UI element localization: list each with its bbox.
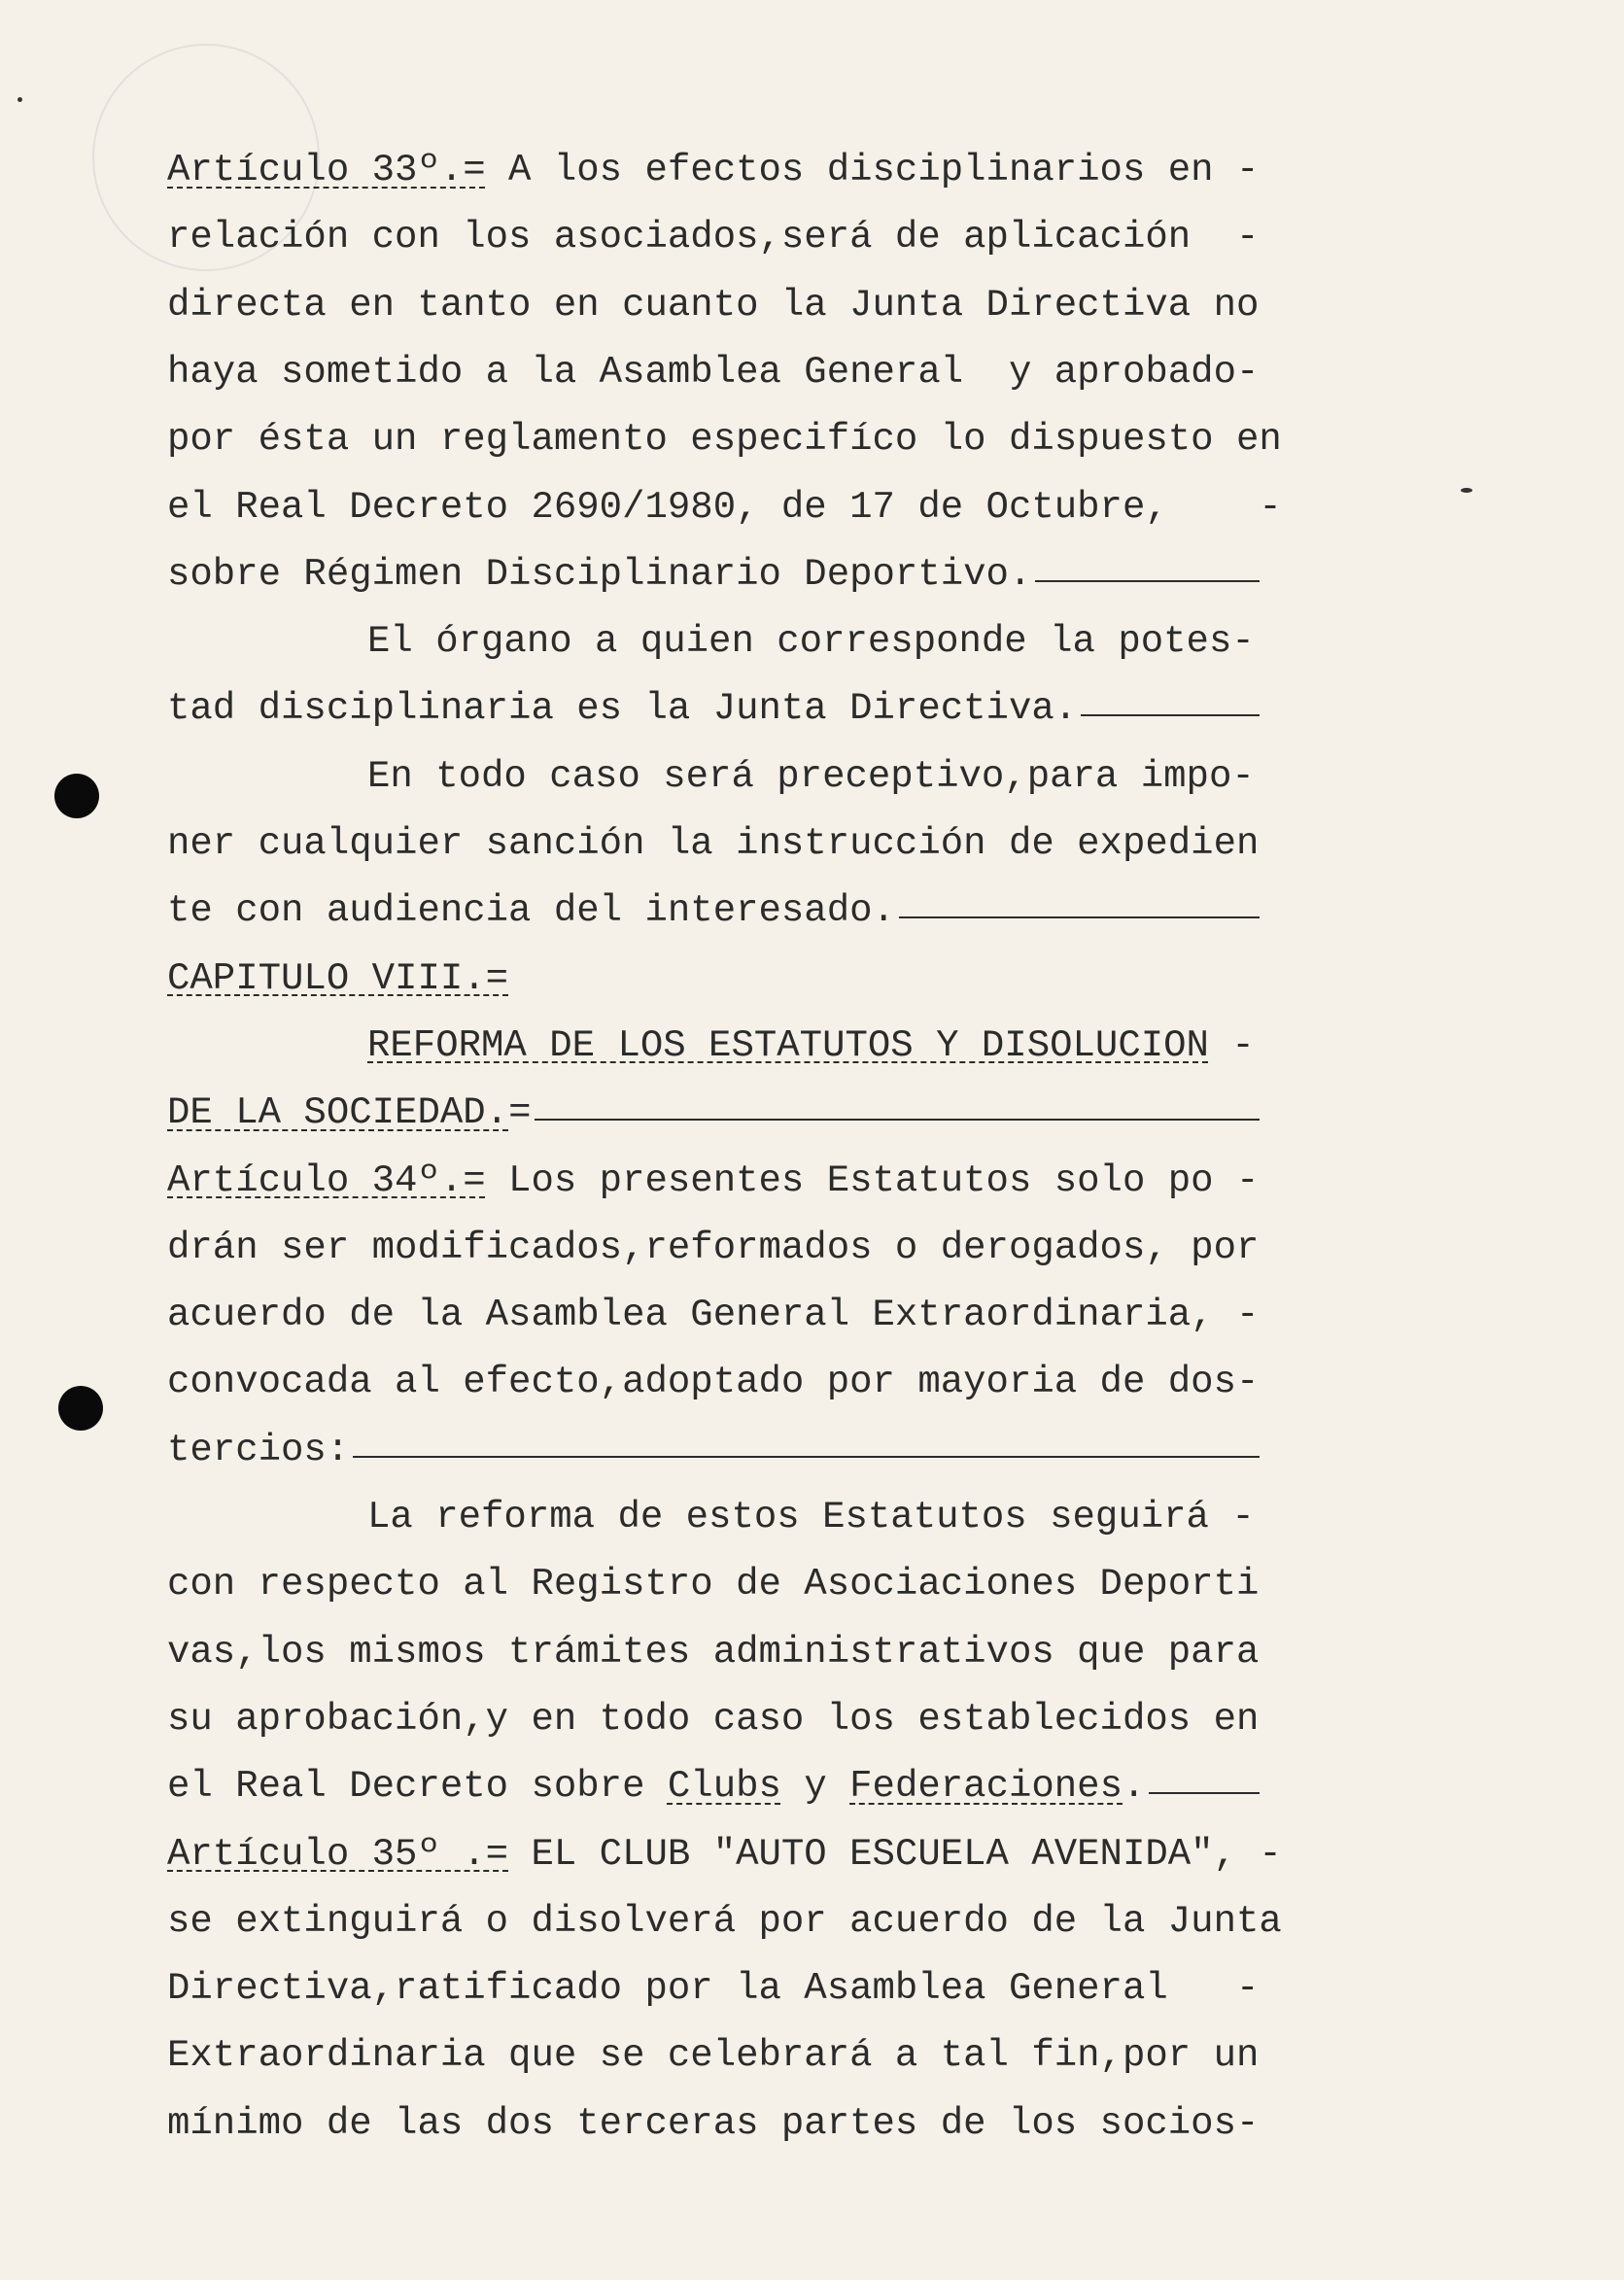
line-text: relación con los asociados,será de aplicación - <box>167 216 1260 259</box>
underlined-text: CAPITULO VIII.= <box>167 956 509 1000</box>
line-text: haya sometido a la Asamblea General y aprobado- <box>167 350 1260 394</box>
line-text: vas,los mismos trámites administrativos que para <box>167 1630 1260 1674</box>
line-text: convocada al efecto,adoptado por mayoria de dos- <box>167 1361 1260 1404</box>
line-text: tad disciplinaria es la Junta Directiva. <box>167 687 1078 731</box>
text-line <box>167 684 1260 733</box>
text-line <box>167 1224 1260 1272</box>
text-line <box>167 1897 1282 1946</box>
text-line <box>167 146 1260 194</box>
line-text: por ésta un reglamento especifíco lo dispuesto en <box>167 418 1282 462</box>
text-line <box>167 954 1260 1003</box>
line-text: su aprobación,y en todo caso los establecidos en <box>167 1697 1260 1741</box>
line-text: Directiva,ratificado por la Asamblea General - <box>167 1967 1260 2011</box>
line-text: La reforma de estos Estatutos seguirá - <box>367 1496 1255 1538</box>
text-line <box>167 1291 1260 1339</box>
dash-filler-line <box>353 1456 1260 1458</box>
text-line <box>167 1964 1260 2013</box>
text-line <box>167 1628 1260 1676</box>
line-text: = <box>508 1091 532 1135</box>
text-line <box>167 1426 1260 1474</box>
line-text: drán ser modificados,reformados o derogados, por <box>167 1226 1260 1269</box>
text-line <box>167 1088 1260 1137</box>
text-line <box>367 617 1260 666</box>
text-line <box>167 1762 1260 1811</box>
underlined-text: Artículo 35º .= <box>167 1832 509 1876</box>
dash-filler-line <box>1149 1792 1260 1794</box>
text-line <box>167 550 1260 599</box>
text-line <box>167 415 1282 464</box>
line-text: mínimo de las dos terceras partes de los socios- <box>167 2101 1260 2145</box>
underlined-text: Federaciones <box>849 1765 1123 1809</box>
underlined-text: REFORMA DE LOS ESTATUTOS Y DISOLUCION <box>367 1023 1209 1067</box>
underlined-text: DE LA SOCIEDAD. <box>167 1091 509 1135</box>
line-text: En todo caso será preceptivo,para impo- <box>367 754 1255 798</box>
punch-hole <box>58 1386 103 1431</box>
text-line <box>167 483 1282 532</box>
text-line <box>167 1830 1282 1879</box>
line-text: y <box>780 1765 850 1809</box>
text-line <box>367 1021 1260 1070</box>
line-text: directa en tanto en cuanto la Junta Directiva no <box>167 283 1260 327</box>
line-text: te con audiencia del interesado. <box>167 889 895 933</box>
line-text: acuerdo de la Asamblea General Extraordinaria, - <box>167 1294 1260 1337</box>
line-text: Los presentes Estatutos solo po - <box>485 1158 1260 1202</box>
line-text: tercios: <box>167 1428 350 1471</box>
ink-speck <box>17 97 22 102</box>
line-text: EL CLUB "AUTO ESCUELA AVENIDA", - <box>508 1832 1282 1876</box>
line-text: El órgano a quien corresponde la potes- <box>367 620 1255 664</box>
line-text: sobre Régimen Disciplinario Deportivo. <box>167 552 1032 596</box>
line-text: el Real Decreto 2690/1980, de 17 de Octubre, - <box>167 485 1282 529</box>
line-text: el Real Decreto sobre <box>167 1765 668 1809</box>
underlined-text: Artículo 33º.= <box>167 149 486 191</box>
line-text: con respecto al Registro de Asociaciones Deporti <box>167 1563 1260 1606</box>
text-line <box>167 281 1260 329</box>
line-text: Extraordinaria que se celebrará a tal fin,por un <box>167 2034 1260 2078</box>
underlined-text: Artículo 34º.= <box>167 1158 486 1202</box>
dash-filler-line <box>899 916 1260 918</box>
line-text: se extinguirá o disolverá por acuerdo de la Junta <box>167 1899 1282 1943</box>
text-line <box>167 1695 1260 1744</box>
text-line <box>167 819 1260 868</box>
text-line <box>167 1560 1260 1608</box>
underlined-text: Clubs <box>667 1765 781 1809</box>
text-line <box>167 1358 1260 1406</box>
text-line <box>367 1493 1260 1541</box>
dash-filler-line <box>535 1119 1260 1121</box>
text-line <box>167 886 1260 935</box>
text-line <box>167 2031 1260 2080</box>
dash-filler-line <box>1081 714 1260 716</box>
line-text: - <box>1208 1023 1255 1067</box>
punch-hole <box>54 774 99 818</box>
text-line <box>167 2099 1260 2148</box>
line-text: . <box>1123 1765 1146 1809</box>
text-line <box>367 752 1260 801</box>
text-line <box>167 348 1260 397</box>
text-line <box>167 1157 1260 1205</box>
text-line <box>167 213 1260 261</box>
ink-speck <box>1461 488 1472 493</box>
line-text: ner cualquier sanción la instrucción de expedien <box>167 822 1260 865</box>
line-text: A los efectos disciplinarios en - <box>485 149 1260 191</box>
dash-filler-line <box>1035 580 1260 582</box>
